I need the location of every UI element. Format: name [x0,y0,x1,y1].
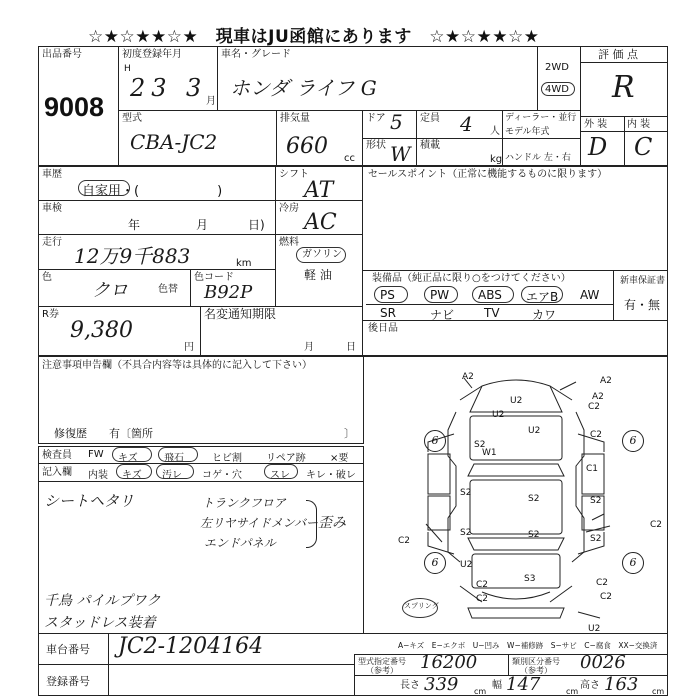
mark-w1: W1 [482,448,497,458]
mark-scratch: キズ [118,453,138,464]
later-items-label: 後日品 [368,323,398,334]
fuel-diesel: 軽 油 [304,268,332,282]
color-repaint-label: 色替 [158,284,178,295]
width-unit: cm [566,687,579,696]
drive-4wd: 4WD [545,84,569,95]
color-value: クロ [92,280,128,301]
mileage-label: 走行 [42,237,62,248]
shift-value: AT [304,178,334,203]
equip-tv: TV [484,306,500,320]
mark-u2-bumper: U2 [588,624,601,634]
first-reg-month: 3 [186,74,202,102]
color-code-label: 色コード [194,272,234,283]
doors-label: ドア [366,113,386,124]
mileage-unit: km [236,258,252,269]
inspector-row1-label: 検査員 [42,450,72,461]
inspector-row1 [84,449,362,463]
repair-close: 〕 [344,427,355,440]
fuel-label: 燃料 [279,237,299,248]
lot-number: 9008 [44,92,105,122]
mark-u2-front: U2 [492,410,505,420]
history-value: 自家用・( ) [82,184,223,199]
tire-rear-left: 6 [424,552,446,574]
interior-label: 内 装 [627,119,651,130]
capacity-unit: 人 [490,126,500,137]
comment-pile: 千鳥 パイルプワク [44,593,161,609]
warranty-label: 新車保証書 [620,276,666,286]
height-label: 高さ [580,680,600,691]
recycle-value: 9,380 [70,318,133,343]
mark-s2-3: S2 [590,496,602,506]
sheet-title: ☆★☆★★☆★ 現車はJU函館にあります ☆★☆★★☆★ [88,27,540,47]
chassis-value: JC2-1204164 [118,634,264,659]
lot-label: 出品番号 [42,49,82,60]
mark-c2-rear-3: C2 [476,580,489,590]
car-name-label: 車名・グレード [221,49,291,60]
mark-s2-6: S2 [590,534,602,544]
mark-c2-right-rear: C2 [650,520,663,530]
exterior-label: 外 装 [584,119,608,130]
equip-ps: PS [380,288,395,302]
length-unit: cm [474,687,487,696]
load-unit: kg [490,154,503,165]
drive-2wd: 2WD [545,62,569,73]
mark-chip: 飛石 [164,453,184,464]
mark-burn: コゲ・穴 [202,470,242,481]
inspector-row2 [84,466,362,480]
equipment-row1 [366,286,610,302]
mark-s3-rear: S3 [524,574,536,584]
mark-u2-rear: U2 [460,560,473,570]
mark-c1-right: C1 [586,464,599,474]
comment-member: 左リヤサイドメンバー [200,516,318,530]
history-circle [78,180,130,196]
recycle-unit: 円 [184,342,194,353]
height-unit: cm [652,687,665,696]
equip-sr: SR [380,306,396,320]
equip-pw: PW [430,288,450,302]
mark-a2-front-left: A2 [462,372,474,382]
width-label: 幅 [492,680,502,691]
mark-c2-rear-2: C2 [600,592,613,602]
shift-label: シフト [279,169,309,180]
comment-distortion: 歪み [318,515,346,531]
class-no-sub: （参考） [520,666,552,675]
equip-leather: カワ [532,308,557,322]
dealer-label: ディーラー・並行 [505,113,577,123]
tire-front-left: 6 [424,430,446,452]
comment-seat: シートヘタリ [44,492,135,510]
model-value: CBA-JC2 [130,130,218,154]
history-label: 車歴 [42,169,62,180]
shape-value: W [390,142,411,166]
name-change-label: 名変通知期限 [204,307,277,321]
doors-value: 5 [390,110,403,134]
spring-note: スプリング [404,602,439,610]
model-label: 型式 [122,113,142,124]
mark-s2-7: S2 [474,440,486,450]
first-reg-label: 初度登録年月 [122,49,182,60]
tire-front-right: 6 [622,430,644,452]
comment-trunk: トランクフロア [202,496,286,510]
handle-label: ハンドル 左・右 [505,153,571,163]
color-label: 色 [42,272,52,283]
class-no-value: 0026 [580,652,626,673]
length-label: 長さ [400,680,420,691]
width-value: 147 [506,674,541,695]
mark-a2-front-right: A2 [600,376,612,386]
mark-c2-left: C2 [398,536,411,546]
type-no-value: 16200 [420,652,478,673]
equip-abs: ABS [478,288,502,302]
displacement-label: 排気量 [280,113,310,124]
mark-u2-hood: U2 [510,396,523,406]
comment-endpanel: エンドパネル [204,536,276,550]
inspection-year: 年 [128,218,141,232]
first-reg-year: 23 [130,74,173,102]
mark-wear: スレ [270,470,290,481]
notes-label: 注意事項申告欄（不具合内容等は具体的に記入して下さい） [42,360,312,371]
repair-label: 修復歴 有〔箇所 [54,427,153,440]
displacement-unit: cc [344,153,355,164]
car-name-value: ホンダ ライフ G [230,76,377,100]
mark-s2-5: S2 [528,530,540,540]
inspection-label: 車検 [42,203,62,214]
chassis-label: 車台番号 [46,643,90,656]
name-change-month: 月 [304,342,314,353]
inspector-row2-label: 記入欄 [42,467,72,478]
mark-tear: キレ・破レ [306,470,356,481]
mark-interior: 内装 [88,470,108,481]
type-no-sub: （参考） [366,666,398,675]
load-label: 積載 [420,140,440,151]
score-value: R [612,70,635,105]
equipment-label: 装備品（純正品に限り○をつけてください） [372,273,571,284]
mark-c2-right: C2 [590,430,603,440]
damage-legend: A−キズ E−エクボ U−凹み W−補修跡 S−サビ C−腐食 XX−交換済 [398,641,658,650]
mark-u2-fender: U2 [528,426,541,436]
comment-studless: スタッドレス装着 [44,615,156,631]
equip-airbag: エアB [526,290,559,304]
sales-point-label: セールスポイント（正常に機能するものに限ります） [368,169,608,180]
mark-a2-roof: A2 [592,392,604,402]
length-value: 339 [424,674,459,695]
capacity-value: 4 [460,112,473,136]
name-change-day: 日 [346,342,356,353]
comment-brace [306,500,317,548]
mark-crack: ヒビ割 [212,453,242,464]
exterior-value: D [588,133,608,161]
class-no-label: 類別区分番号 [512,657,560,666]
mark-c2-hood: C2 [588,402,601,412]
shape-label: 形状 [366,140,386,151]
mark-s2-4: S2 [460,528,472,538]
mark-c2-rear-1: C2 [596,578,609,588]
mark-required: ×要 [330,453,349,464]
first-reg-month-unit: 月 [206,96,216,107]
mark-int-scratch: キズ [122,470,142,481]
interior-value: C [634,133,653,161]
mark-c2-rear-4: C2 [476,594,489,604]
fuel-gas: ガソリン [302,249,342,260]
equip-aw: AW [580,288,600,302]
displacement-value: 660 [286,134,328,159]
ac-value: AC [304,210,337,235]
inspection-day: 日) [248,218,265,232]
ac-label: 冷房 [279,203,299,214]
mileage-value: 12万9千883 [74,244,191,268]
mark-dirt: 汚レ [162,470,182,481]
model-year-label: モデル年式 [505,127,550,137]
equip-navi: ナビ [430,308,455,322]
score-label: 評 価 点 [598,48,638,61]
reg-no-label: 登録番号 [46,675,90,688]
capacity-label: 定員 [420,113,440,124]
mark-s2-2: S2 [528,494,540,504]
inspection-month: 月 [196,218,209,232]
first-reg-era: H [124,64,131,74]
type-no-label: 型式指定番号 [358,657,406,666]
mark-repair: リペア跡 [266,453,306,464]
height-value: 163 [604,674,639,695]
warranty-value: 有・無 [624,298,661,312]
color-code-value: B92P [204,282,253,303]
mark-s2-1: S2 [460,488,472,498]
tire-rear-right: 6 [622,552,644,574]
mark-fw: FW [88,449,104,460]
recycle-label: R券 [42,309,59,320]
